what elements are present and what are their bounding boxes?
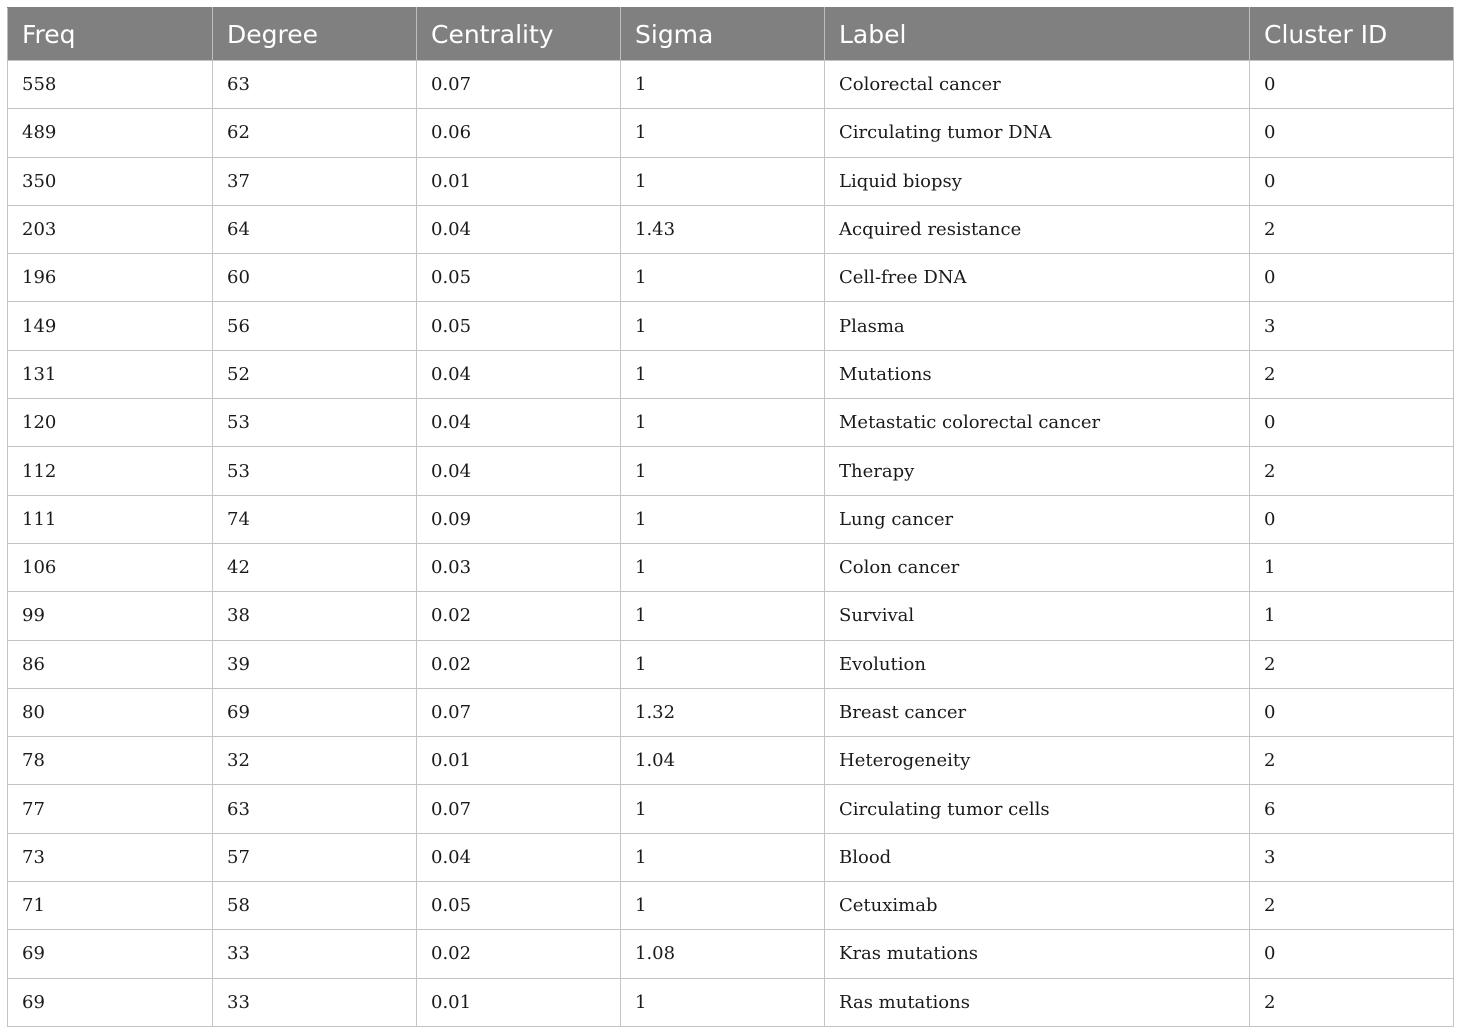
cell-freq: 69: [8, 978, 213, 1026]
table-row: [8, 592, 1454, 640]
cell-freq: 203: [8, 205, 213, 253]
cell-label: Cell-free DNA: [825, 254, 1250, 302]
cell-cluster-id: 2: [1250, 978, 1454, 1026]
cell-cluster-id: 1: [1250, 592, 1454, 640]
cell-degree: 53: [213, 399, 417, 447]
cell-degree: 32: [213, 737, 417, 785]
cell-degree: 62: [213, 109, 417, 157]
cell-degree: 53: [213, 447, 417, 495]
cell-degree: 33: [213, 930, 417, 978]
cell-label: Circulating tumor cells: [825, 785, 1250, 833]
cell-degree: 33: [213, 978, 417, 1026]
cell-sigma: 1: [621, 254, 825, 302]
table-row: [8, 930, 1454, 978]
table-row: [8, 109, 1454, 157]
cell-sigma: 1.32: [621, 688, 825, 736]
cell-cluster-id: 3: [1250, 833, 1454, 881]
cell-label: Colorectal cancer: [825, 61, 1250, 109]
cell-centrality: 0.03: [417, 543, 621, 591]
header-degree: Degree: [213, 8, 417, 61]
cell-sigma: 1: [621, 882, 825, 930]
table-body: [8, 61, 1454, 1027]
cell-centrality: 0.02: [417, 930, 621, 978]
cell-sigma: 1: [621, 785, 825, 833]
cell-sigma: 1: [621, 61, 825, 109]
cell-degree: 60: [213, 254, 417, 302]
table-row: [8, 882, 1454, 930]
table-row: [8, 399, 1454, 447]
table-row: [8, 640, 1454, 688]
header-centrality: Centrality: [417, 8, 621, 61]
cell-freq: 71: [8, 882, 213, 930]
cell-cluster-id: 3: [1250, 302, 1454, 350]
table-row: [8, 61, 1454, 109]
table-row: [8, 447, 1454, 495]
table-row: [8, 157, 1454, 205]
table-row: [8, 737, 1454, 785]
cell-label: Breast cancer: [825, 688, 1250, 736]
cell-sigma: 1: [621, 978, 825, 1026]
cell-degree: 69: [213, 688, 417, 736]
cell-cluster-id: 0: [1250, 61, 1454, 109]
cell-label: Kras mutations: [825, 930, 1250, 978]
cell-cluster-id: 0: [1250, 688, 1454, 736]
cell-sigma: 1: [621, 495, 825, 543]
cell-label: Mutations: [825, 350, 1250, 398]
cell-centrality: 0.01: [417, 737, 621, 785]
table-header: [8, 8, 1454, 61]
table-row: [8, 302, 1454, 350]
cell-label: Lung cancer: [825, 495, 1250, 543]
cell-label: Ras mutations: [825, 978, 1250, 1026]
cell-freq: 558: [8, 61, 213, 109]
cell-cluster-id: 2: [1250, 350, 1454, 398]
cell-label: Liquid biopsy: [825, 157, 1250, 205]
cell-label: Evolution: [825, 640, 1250, 688]
cell-cluster-id: 6: [1250, 785, 1454, 833]
cell-freq: 149: [8, 302, 213, 350]
cell-sigma: 1: [621, 157, 825, 205]
table-row: [8, 350, 1454, 398]
cell-label: Survival: [825, 592, 1250, 640]
cell-centrality: 0.01: [417, 978, 621, 1026]
cell-sigma: 1: [621, 833, 825, 881]
keyword-table-container: [7, 7, 1453, 1027]
cell-freq: 73: [8, 833, 213, 881]
cell-label: Acquired resistance: [825, 205, 1250, 253]
table-row: [8, 205, 1454, 253]
cell-centrality: 0.04: [417, 447, 621, 495]
header-label: Label: [825, 8, 1250, 61]
cell-freq: 99: [8, 592, 213, 640]
cell-centrality: 0.05: [417, 254, 621, 302]
cell-label: Metastatic colorectal cancer: [825, 399, 1250, 447]
cell-cluster-id: 0: [1250, 254, 1454, 302]
cell-cluster-id: 2: [1250, 640, 1454, 688]
cell-degree: 52: [213, 350, 417, 398]
table-row: [8, 254, 1454, 302]
cell-freq: 489: [8, 109, 213, 157]
cell-cluster-id: 0: [1250, 157, 1454, 205]
cell-label: Heterogeneity: [825, 737, 1250, 785]
cell-sigma: 1: [621, 302, 825, 350]
cell-cluster-id: 2: [1250, 447, 1454, 495]
cell-degree: 39: [213, 640, 417, 688]
cell-centrality: 0.04: [417, 833, 621, 881]
cell-degree: 63: [213, 785, 417, 833]
header-cluster-id: Cluster ID: [1250, 8, 1454, 61]
cell-degree: 58: [213, 882, 417, 930]
cell-degree: 37: [213, 157, 417, 205]
cell-cluster-id: 2: [1250, 882, 1454, 930]
cell-centrality: 0.04: [417, 205, 621, 253]
cell-freq: 112: [8, 447, 213, 495]
cell-freq: 77: [8, 785, 213, 833]
cell-sigma: 1.43: [621, 205, 825, 253]
cell-freq: 69: [8, 930, 213, 978]
cell-label: Colon cancer: [825, 543, 1250, 591]
cell-cluster-id: 0: [1250, 930, 1454, 978]
cell-centrality: 0.07: [417, 61, 621, 109]
cell-centrality: 0.02: [417, 640, 621, 688]
header-row: [8, 8, 1454, 61]
cell-sigma: 1: [621, 640, 825, 688]
cell-degree: 56: [213, 302, 417, 350]
cell-sigma: 1: [621, 543, 825, 591]
cell-centrality: 0.06: [417, 109, 621, 157]
keyword-table: [7, 7, 1454, 1027]
cell-centrality: 0.01: [417, 157, 621, 205]
cell-centrality: 0.07: [417, 785, 621, 833]
cell-label: Circulating tumor DNA: [825, 109, 1250, 157]
cell-sigma: 1.04: [621, 737, 825, 785]
cell-degree: 57: [213, 833, 417, 881]
cell-freq: 120: [8, 399, 213, 447]
cell-freq: 350: [8, 157, 213, 205]
table-row: [8, 785, 1454, 833]
cell-sigma: 1: [621, 109, 825, 157]
cell-sigma: 1: [621, 592, 825, 640]
cell-freq: 106: [8, 543, 213, 591]
header-sigma: Sigma: [621, 8, 825, 61]
cell-cluster-id: 2: [1250, 737, 1454, 785]
cell-centrality: 0.02: [417, 592, 621, 640]
cell-label: Blood: [825, 833, 1250, 881]
cell-label: Cetuximab: [825, 882, 1250, 930]
cell-centrality: 0.04: [417, 399, 621, 447]
cell-cluster-id: 0: [1250, 495, 1454, 543]
cell-freq: 111: [8, 495, 213, 543]
cell-degree: 64: [213, 205, 417, 253]
cell-degree: 42: [213, 543, 417, 591]
cell-centrality: 0.05: [417, 882, 621, 930]
cell-cluster-id: 0: [1250, 399, 1454, 447]
table-row: [8, 978, 1454, 1026]
table-row: [8, 543, 1454, 591]
cell-sigma: 1: [621, 399, 825, 447]
cell-freq: 86: [8, 640, 213, 688]
cell-degree: 38: [213, 592, 417, 640]
cell-centrality: 0.09: [417, 495, 621, 543]
cell-degree: 63: [213, 61, 417, 109]
cell-cluster-id: 1: [1250, 543, 1454, 591]
cell-freq: 131: [8, 350, 213, 398]
table-row: [8, 833, 1454, 881]
cell-label: Plasma: [825, 302, 1250, 350]
cell-degree: 74: [213, 495, 417, 543]
cell-sigma: 1: [621, 350, 825, 398]
cell-freq: 196: [8, 254, 213, 302]
header-freq: Freq: [8, 8, 213, 61]
cell-cluster-id: 0: [1250, 109, 1454, 157]
cell-centrality: 0.07: [417, 688, 621, 736]
cell-freq: 80: [8, 688, 213, 736]
cell-sigma: 1: [621, 447, 825, 495]
table-row: [8, 495, 1454, 543]
cell-freq: 78: [8, 737, 213, 785]
cell-cluster-id: 2: [1250, 205, 1454, 253]
cell-label: Therapy: [825, 447, 1250, 495]
cell-centrality: 0.05: [417, 302, 621, 350]
cell-sigma: 1.08: [621, 930, 825, 978]
cell-centrality: 0.04: [417, 350, 621, 398]
table-row: [8, 688, 1454, 736]
